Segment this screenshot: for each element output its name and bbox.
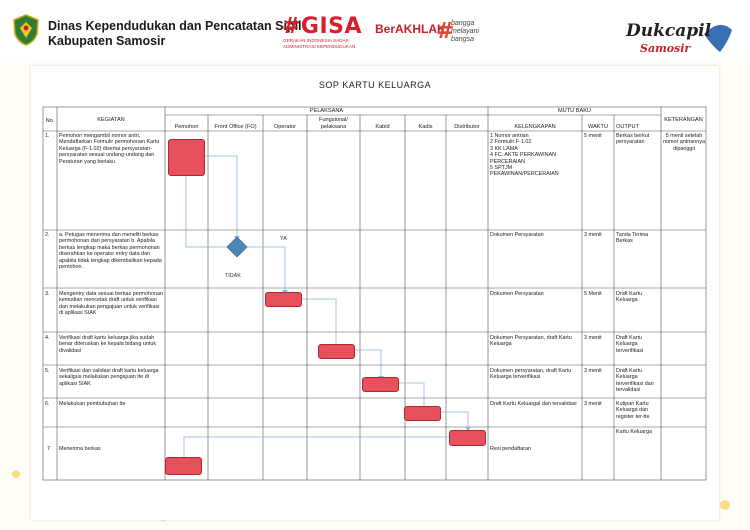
dukcapil-sub-text: Samosir: [640, 42, 691, 55]
row-3-no: 3.: [45, 291, 50, 297]
flow-step-pemohon-start: [168, 139, 205, 176]
row-1-kelengkapan-item: 3 KK LAMA: [490, 145, 518, 152]
row-1-kelengkapan-item: 2 Formulir F-1.02: [490, 139, 532, 146]
row-7-kelengkapan: Resi pendaftaran: [490, 446, 532, 452]
header-role-distributor: Distributor: [454, 124, 480, 130]
row-2-no: 2.: [45, 232, 50, 238]
header-kegiatan: KEGIATAN: [97, 117, 125, 123]
row-6-kelengkapan: Draft Kartu Keluargal dan tervalidasi: [490, 401, 577, 407]
org-name: Dinas Kependudukan dan Pencatatan Sipil: [48, 19, 302, 33]
row-2-kegiatan: a. Petugas menerima dan meneliti berkas permohonan dan persyaratan b. Apabila berkas lengkap maka berkas permohonan diserahkan ke operator entry data dan apabila tidak lengkap dikembalikan kepada pemohon.: [59, 232, 162, 271]
gisa-tagline: GERAKAN INDONESIA SADAR ADMINISTRASI KEPENDUDUKAN: [283, 38, 356, 49]
dukcapil-text: Dukcapil: [626, 21, 712, 41]
flow-step-operator: [265, 292, 302, 307]
flow-step-kadis: [404, 406, 441, 421]
sop-document: [31, 66, 719, 520]
row-2-waktu: 3 menit: [584, 232, 602, 238]
gisa-logo: #GISA: [282, 14, 363, 39]
flow-step-fungsional: [318, 344, 355, 359]
dukcapil-samosir-logo: [624, 12, 736, 58]
page-header: [0, 0, 750, 62]
row-5-waktu: 3 menit: [584, 368, 602, 374]
row-3-waktu: 5 Menit: [584, 291, 602, 297]
row-4-kelengkapan: Dokumen Persyaratan, draft Kartu Keluarga: [490, 335, 572, 348]
row-4-waktu: 3 menit: [584, 335, 602, 341]
row-4-kegiatan: Verifikasi draft kartu keluarga jika sudah benar diteruskan ke kepala bidang untuk divalidasi: [59, 335, 157, 354]
flow-step-kabid: [362, 377, 399, 392]
header-kelengkapan: KELENGKAPAN: [514, 124, 556, 130]
flow-label-tidak: TIDAK: [225, 273, 241, 279]
header-waktu: WAKTU: [588, 124, 608, 130]
header-role-fungsional: Fungsional/ pelaksana: [319, 117, 348, 130]
header-pelaksana: PELAKSANA: [309, 108, 344, 114]
bangga-melayani-logo: [436, 14, 486, 48]
decision-diamond: [227, 237, 247, 257]
row-3-output: Draft Kartu Keluarga: [616, 291, 643, 304]
header-mutu-baku: MUTU BAKU: [558, 108, 591, 114]
row-6-waktu: 3 menit: [584, 401, 602, 407]
bangga-line-3: bangsa: [451, 36, 474, 43]
header-keterangan: KETERANGAN: [664, 117, 703, 123]
svg-text:#: #: [436, 19, 455, 44]
header-output: OUTPUT: [616, 124, 639, 130]
row-6-no: 6.: [45, 401, 50, 407]
row-2-kelengkapan: Dokumen Persyaratan: [490, 232, 544, 238]
bangga-line-1: bangga: [451, 20, 475, 27]
row-7-no: 7: [47, 446, 50, 452]
header-role-kabid: Kabid: [375, 124, 390, 130]
header-role-pemohon: Pemohon: [174, 124, 199, 130]
org-sub: Kabupaten Samosir: [48, 34, 166, 48]
row-7-kegiatan: Menerima berkas: [59, 446, 101, 452]
row-5-kelengkapan: Dokumen persyaratan, draft Kartu Keluarga terverifikasi: [490, 368, 572, 381]
header-role-operator: Operator: [273, 124, 297, 130]
bangga-line-2: melayani: [451, 28, 480, 35]
row-1-kegiatan: Pemohon mengambil nomor antri, Mendaftarkan Formulir permohonan Kartu Keluarga (F-1.02) disertai persyaratan-persyaratan sesuai undang-undang dan Peraturan yang berlaku: [59, 133, 160, 165]
header-role-fo: Front Office (FO): [214, 124, 257, 130]
berakhlak-logo: BerAKHLAK: [375, 22, 446, 36]
document-title: SOP KARTU KELUARGA: [318, 80, 432, 90]
flow-label-ya: YA: [280, 236, 287, 242]
row-4-output: Draft Kartu Keluarga terverifikasi: [616, 335, 644, 354]
row-1-kelengkapan-item: 5 SPTJM PEKAWINAN/PERCERAIAN: [490, 165, 559, 178]
row-1-kelengkapan-item: 4 FC. AKTE PERKAWINAN PERCERAIAN: [490, 152, 556, 165]
row-1-keterangan: 5 menit setelah nomor antriannya dipanggil: [663, 133, 705, 152]
row-1-kelengkapan: [490, 133, 580, 228]
row-6-output: Kutipan Kartu Keluarga dan register ter-tte: [616, 401, 650, 420]
row-6-kegiatan: Melakukan pembubuhan tte: [59, 401, 126, 407]
row-1-waktu: 5 menit: [584, 133, 602, 139]
row-7-output: Kartu Keluarga: [616, 429, 652, 435]
row-3-kelengkapan: Dokumen Persyaratan: [490, 291, 544, 297]
row-1-kelengkapan-item: 1 Nomor antrian: [490, 133, 529, 139]
row-3-kegiatan: Mengentry data sesuai berkas permohonan kemudian mencetak draft untuk verifikasi dan melakukan pengajuan untuk verifikasi di aplikasi SIAK: [59, 291, 163, 317]
row-5-kegiatan: Verifikasi dan validasi draft kartu keluarga sekaligus melakukan pengajuan tte di aplikasi SIAK: [59, 368, 159, 387]
row-5-no: 5.: [45, 368, 50, 374]
row-1-no: 1.: [45, 133, 50, 139]
header-role-kadis: Kadis: [418, 124, 433, 130]
row-2-output: Tanda Terima Berkas: [616, 232, 649, 245]
flow-step-pemohon-end: [165, 457, 202, 475]
row-1-output: Berkas berkut persyaratan: [616, 133, 650, 146]
row-5-output: Draft Kartu Keluarga terverifikasi dan tervalidasi: [616, 368, 654, 394]
samosir-emblem-icon: [12, 14, 40, 46]
row-4-no: 4.: [45, 335, 50, 341]
header-no: No.: [45, 118, 55, 124]
flow-step-distributor: [449, 430, 486, 446]
